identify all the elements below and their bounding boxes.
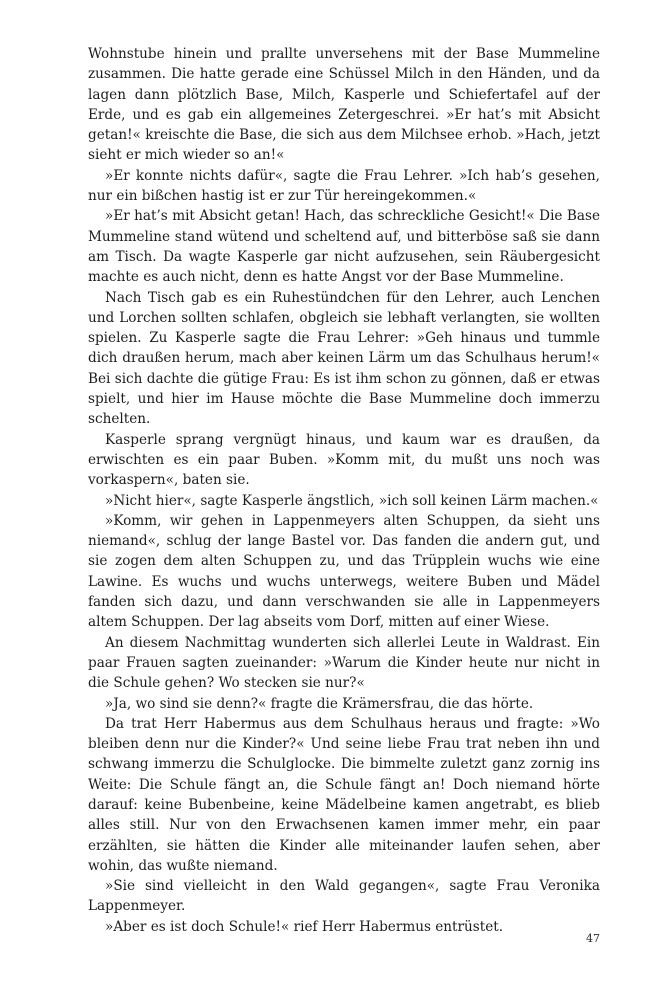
paragraph: Kasperle sprang vergnügt hinaus, und kaum war es draußen, da erwischten es ein paar Buben. »Komm mit, du mußt uns noch was vorkaspern«, baten sie. [88, 431, 600, 489]
paragraph: Wohnstube hinein und prallte unversehens mit der Base Mummeline zusammen. Die hatte gerade eine Schüssel Milch in den Händen, und da lagen dann plötzlich Base, Milch, Kasperle und Schiefertafel auf der Erde, und es gab ein allgemeines Zetergeschrei. »Er hat’s mit Absicht getan!« kreischte die Base, die sich aus dem Milchsee erhob. »Hach, jetzt sieht er mich wieder so an!« [88, 46, 600, 164]
paragraph: »Ja, wo sind sie denn?« fragte die Krämersfrau, die das hörte. [105, 695, 534, 712]
paragraph: An diesem Nachmittag wunderten sich allerlei Leute in Waldrast. Ein paar Frauen sagten zueinander: »Warum die Kinder heute nur nicht in die Schule gehen? Wo stecken sie nur?« [88, 634, 600, 692]
paragraph: »Aber es ist doch Schule!« rief Herr Habermus entrüstet. [105, 918, 504, 935]
paragraph: Nach Tisch gab es ein Ruhestündchen für den Lehrer, auch Lenchen und Lorchen sollten schlafen, obgleich sie lebhaft verlangten, sie wollten spielen. Zu Kasperle sagte die Frau Lehrer: »Geh hinaus und tummle dich draußen herum, mach aber keinen Lärm um das Schulhaus herum!« Bei sich dachte die gütige Frau: Es ist ihm schon zu gönnen, daß er etwas spielt, und hier im Hause möchte die Base Mummeline doch immerzu schelten. [88, 289, 600, 428]
paragraph: »Er hat’s mit Absicht getan! Hach, das schreckliche Gesicht!« Die Base Mummeline stand wütend und scheltend auf, und bitterböse saß sie dann am Tisch. Da wagte Kasperle gar nicht aufzusehen, sein Räubergesicht machte es auch nicht, denn es hatte Angst vor der Base Mummeline. [88, 208, 600, 286]
paragraph: Da trat Herr Habermus aus dem Schulhaus heraus und fragte: »Wo bleiben denn nur die Kinder?« Und seine liebe Frau trat neben ihn und schwang immerzu die Schulglocke. Die bimmelte zuletzt ganz zornig ins Weite: Die Schule fängt an, die Schule fängt an! Doch niemand hörte darauf: keine Bubenbeine, keine Mädelbeine kamen angetrabt, es blieb alles still. Nur von den Erwachsenen kamen immer mehr, ein paar erzählten, sie hätten die Kinder alle miteinander laufen sehen, aber wohin, das wußte niemand. [88, 715, 600, 874]
book-page-text [88, 44, 600, 937]
paragraph: »Sie sind vielleicht in den Wald gegangen«, sagte Frau Veronika Lappenmeyer. [88, 878, 600, 915]
paragraph: »Komm, wir gehen in Lappenmeyers alten Schuppen, da sieht uns niemand«, schlug der lange Bastel vor. Das fanden die andern gut, und sie zogen dem alten Schuppen zu, und das Trüpplein wuchs wie eine Lawine. Es wuchs und wuchs unterwegs, weitere Buben und Mädel fanden sich dazu, und dann verschwanden sie alle in Lappenmeyers altem Schuppen. Der lag abseits vom Dorf, mitten auf einer Wiese. [88, 512, 600, 631]
paragraph: »Nicht hier«, sagte Kasperle ängstlich, »ich soll keinen Lärm machen.« [105, 492, 599, 509]
paragraph: »Er konnte nichts dafür«, sagte die Frau Lehrer. »Ich hab’s gesehen, nur ein bißchen hastig ist er zur Tür hereingekommen.« [88, 167, 600, 205]
page-number: 47 [586, 932, 600, 945]
